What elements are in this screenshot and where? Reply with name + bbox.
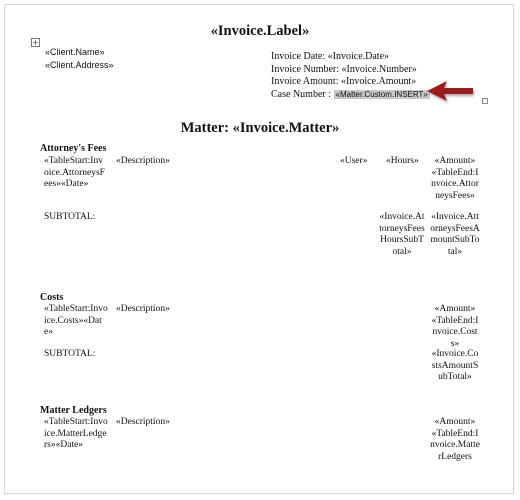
case-number-merge-field[interactable]: «Matter.Custom.INSERT» xyxy=(335,89,428,99)
invoice-info-block xyxy=(271,51,430,101)
ledgers-description-field: «Description» xyxy=(116,417,170,427)
attorney-fees-subtotal-label: SUBTOTAL: xyxy=(44,212,96,222)
case-number-label: Case Number : xyxy=(271,88,334,100)
costs-amount-end-field: «Amount» «TableEnd:Invoice.Costs» xyxy=(431,304,479,349)
attorney-fees-amount-end-field: «Amount» «TableEnd:Invoice.AttorneysFees» xyxy=(431,156,479,201)
matter-title: Matter: «Invoice.Matter» xyxy=(180,120,340,136)
attorney-fees-table-start-field: «TableStart:Invoice.AttorneysFees»«Date» xyxy=(44,156,105,189)
red-arrow-icon xyxy=(425,79,475,107)
matter-ledgers-heading: Matter Ledgers xyxy=(40,405,107,416)
attorney-fees-hours-field: «Hours» xyxy=(386,156,419,166)
case-number-line xyxy=(271,89,430,102)
invoice-amount-line: Invoice Amount: «Invoice.Amount» xyxy=(271,76,417,87)
attorney-fees-hours-subtotal-field: «Invoice.AttorneysFeesHoursSubTotal» xyxy=(379,212,425,257)
client-block xyxy=(45,46,114,72)
costs-description-field: «Description» xyxy=(116,304,170,314)
selection-handle-icon[interactable] xyxy=(482,98,488,104)
client-name-field: «Client.Name» xyxy=(45,47,105,57)
attorney-fees-heading: Attorney's Fees xyxy=(40,143,107,154)
costs-subtotal-label: SUBTOTAL: xyxy=(44,349,96,359)
client-address-field: «Client.Address» xyxy=(45,60,114,70)
invoice-number-line: Invoice Number: «Invoice.Number» xyxy=(271,63,417,75)
invoice-label-field: «Invoice.Label» xyxy=(210,23,310,39)
costs-amount-subtotal-field: «Invoice.CostsAmountSubTotal» xyxy=(431,349,479,382)
attorney-fees-amount-subtotal-field: «Invoice.AttorneysFeesAmountSubTotal» xyxy=(430,212,480,257)
costs-table-start-field: «TableStart:Invoice.Costs»«Date» xyxy=(44,304,108,337)
invoice-date-line: Invoice Date: «Invoice.Date» xyxy=(271,51,390,62)
table-move-handle-icon[interactable]: + xyxy=(32,38,39,47)
attorney-fees-description-field: «Description» xyxy=(116,156,170,166)
ledgers-amount-end-field: «Amount» «TableEnd:Invoice.MatterLedgers xyxy=(430,417,480,462)
costs-heading: Costs xyxy=(40,292,64,303)
ledgers-table-start-field: «TableStart:Invoice.MatterLedgers»«Date» xyxy=(44,417,108,450)
attorney-fees-user-field: «User» xyxy=(340,156,368,166)
